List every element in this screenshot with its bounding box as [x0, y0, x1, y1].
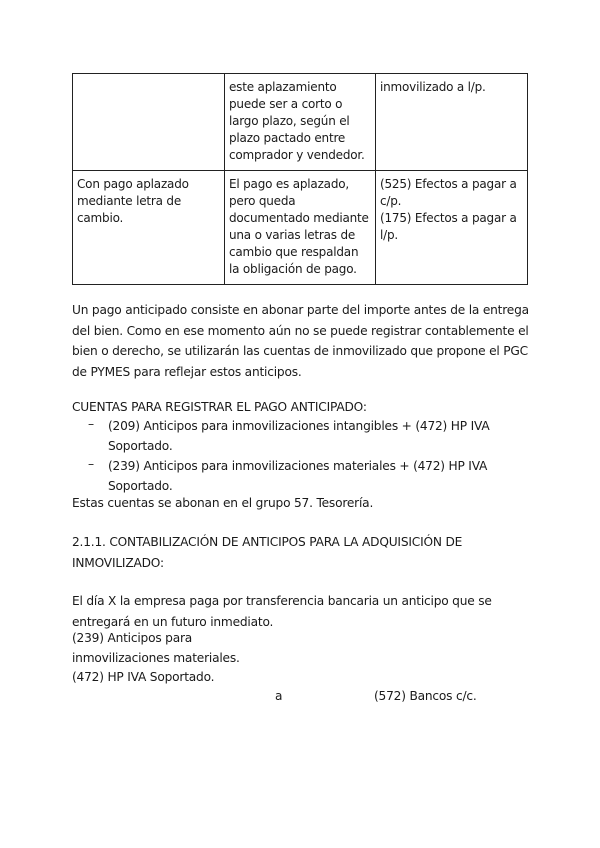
accounts-heading: CUENTAS PARA REGISTRAR EL PAGO ANTICIPADO:: [72, 400, 367, 414]
table-cell: El pago es aplazado, pero queda documentado mediante una o varias letras de cambio que respaldan la obligación de pago.: [225, 171, 376, 285]
list-item-text: (239) Anticipos para inmovilizaciones materiales + (472) HP IVA Soportado.: [108, 459, 488, 493]
cell-line: (525) Efectos a pagar a c/p.: [380, 177, 517, 208]
list-dash: –: [88, 417, 94, 431]
table-row: [73, 74, 528, 171]
table-cell: [73, 74, 225, 171]
list-item-text: (209) Anticipos para inmovilizaciones intangibles + (472) HP IVA Soportado.: [108, 419, 490, 453]
list-item: [88, 457, 528, 496]
journal-connector: a: [275, 689, 283, 703]
table-cell: este aplazamiento puede ser a corto o largo plazo, según el plazo pactado entre comprador y vendedor.: [225, 74, 376, 171]
list-dash: –: [88, 457, 94, 471]
intro-paragraph: Un pago anticipado consiste en abonar parte del importe antes de la entrega del bien. Como en ese momento aún no se puede registrar contablemente el bien o derecho, se utilizarán las cuentas de inmovilizado que propone el PGC de PYMES para reflejar estos anticipos.: [72, 303, 529, 379]
subsection-heading: 2.1.1. CONTABILIZACIÓN DE ANTICIPOS PARA LA ADQUISICIÓN DE INMOVILIZADO:: [72, 535, 463, 570]
accounts-table: [72, 73, 528, 285]
debit-line: (239) Anticipos para: [72, 631, 193, 645]
cell-line: (175) Efectos a pagar a l/p.: [380, 211, 517, 242]
list-item: [88, 417, 528, 456]
example-text: El día X la empresa paga por transferencia bancaria un anticipo que se entregará en un futuro inmediato.: [72, 594, 492, 629]
table-row: [73, 171, 528, 285]
debit-line: inmovilizaciones materiales.: [72, 651, 240, 665]
table-cell: Con pago aplazado mediante letra de cambio.: [73, 171, 225, 285]
debit-line: (472) HP IVA Soportado.: [72, 670, 215, 684]
table-cell: [376, 171, 528, 285]
credit-line: (572) Bancos c/c.: [374, 689, 477, 703]
accounts-note: Estas cuentas se abonan en el grupo 57. Tesorería.: [72, 496, 374, 510]
table-cell: inmovilizado a l/p.: [376, 74, 528, 171]
